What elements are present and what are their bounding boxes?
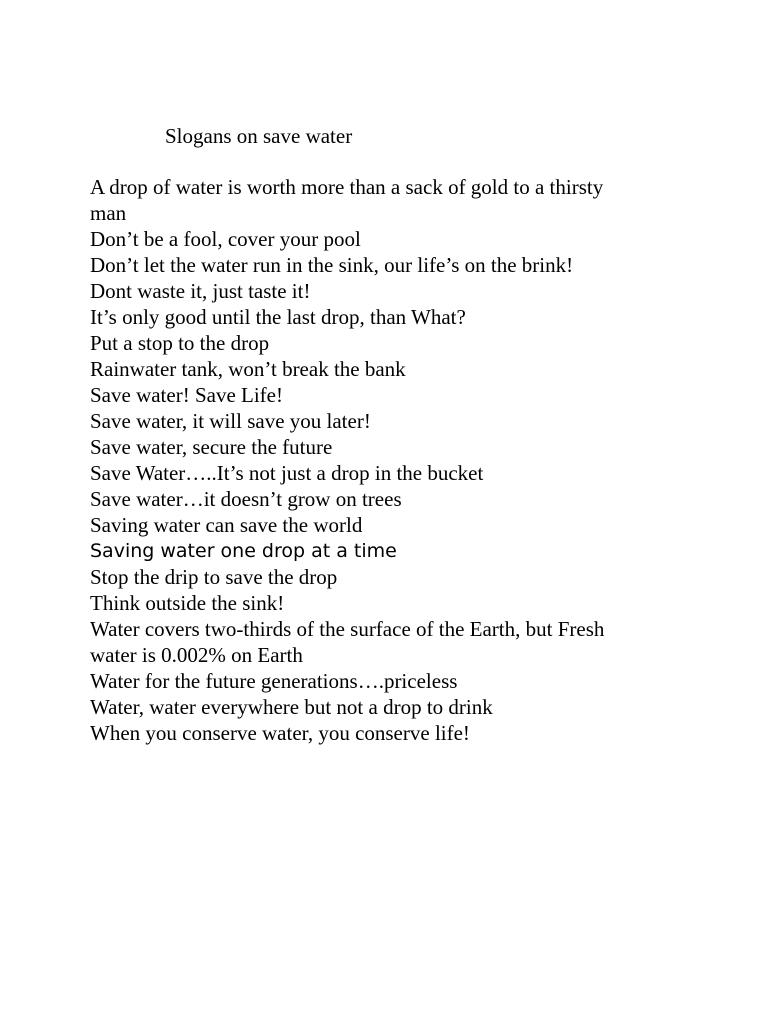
slogan-line: Think outside the sink! — [90, 591, 285, 615]
slogan-line: Water, water everywhere but not a drop to drink — [90, 695, 493, 719]
slogan-line: Don’t let the water run in the sink, our life’s on the brink! — [90, 253, 574, 277]
slogan-line: Saving water can save the world — [90, 513, 363, 537]
slogan-line: Put a stop to the drop — [90, 331, 270, 355]
slogan-line: When you conserve water, you conserve life! — [90, 721, 470, 745]
slogan-line: Rainwater tank, won’t break the bank — [90, 357, 406, 381]
slogan-line: man — [90, 201, 127, 225]
slogan-line: Water for the future generations….priceless — [90, 669, 458, 693]
slogan-line: Save water, secure the future — [90, 435, 333, 459]
slogan-line: Stop the drip to save the drop — [90, 565, 338, 589]
slogan-line: Save water, it will save you later! — [90, 409, 371, 433]
slogan-line: It’s only good until the last drop, than What? — [90, 305, 466, 329]
slogan-line: water is 0.002% on Earth — [90, 643, 303, 667]
slogan-line: Dont waste it, just taste it! — [90, 279, 311, 303]
slogan-line: Save water! Save Life! — [90, 383, 283, 407]
slogan-line: Don’t be a fool, cover your pool — [90, 227, 361, 251]
slogan-list — [90, 174, 690, 746]
slogan-line: Water covers two-thirds of the surface of the Earth, but Fresh — [90, 617, 605, 641]
document-title: Slogans on save water — [165, 124, 353, 148]
slogan-line: A drop of water is worth more than a sack of gold to a thirsty — [90, 175, 604, 199]
slogan-line: Save water…it doesn’t grow on trees — [90, 487, 402, 511]
slogan-line: Saving water one drop at a time — [90, 540, 397, 562]
slogan-line: Save Water…..It’s not just a drop in the bucket — [90, 461, 484, 485]
